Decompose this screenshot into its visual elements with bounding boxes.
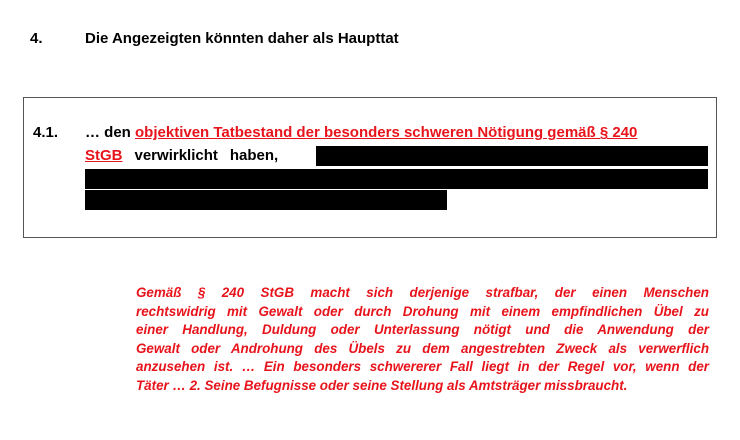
subsection-line-1 [85,123,637,143]
subsection-word-verwirklicht: verwirklicht [134,147,218,164]
section-heading-number: 4. [30,30,43,47]
statute-link-line-1[interactable]: objektiven Tatbestand der besonders schweren Nötigung gemäß § 240 [135,124,638,141]
redaction-bar-2 [85,169,708,189]
quote-line: einer Handlung, Duldung oder Unterlassung nötigt und die Anwendung der [136,322,709,338]
subsection-line-2 [85,146,278,166]
quote-line: Gemäß § 240 StGB macht sich derjenige strafbar, der einen Menschen [136,285,709,300]
quote-line: rechtswidrig mit Gewalt oder durch Drohung mit einem empfindlichen Übel zu [136,303,709,319]
section-heading-text: Die Angezeigten könnten daher als Haupttat [85,30,399,47]
quote-line: anzusehen ist. … Ein besonders schwererer Fall liegt in der Regel vor, wenn der [136,359,709,375]
subsection-box [23,97,717,238]
subsection-number: 4.1. [33,124,59,141]
subsection-word-haben: haben, [229,147,279,164]
redaction-bar-1 [316,146,708,166]
quote-line: Täter … 2. Seine Befugnisse oder seine Stellung als Amtsträger missbraucht. [136,377,628,393]
statute-quote [136,284,709,396]
quote-line: Gewalt oder Androhung des Übels zu dem angestrebten Zweck als verwerflich [136,340,709,356]
statute-link-line-2[interactable]: StGB [85,147,123,164]
section-heading [30,30,399,47]
redaction-bar-3 [85,190,447,210]
subsection-intro: … den [85,124,131,141]
